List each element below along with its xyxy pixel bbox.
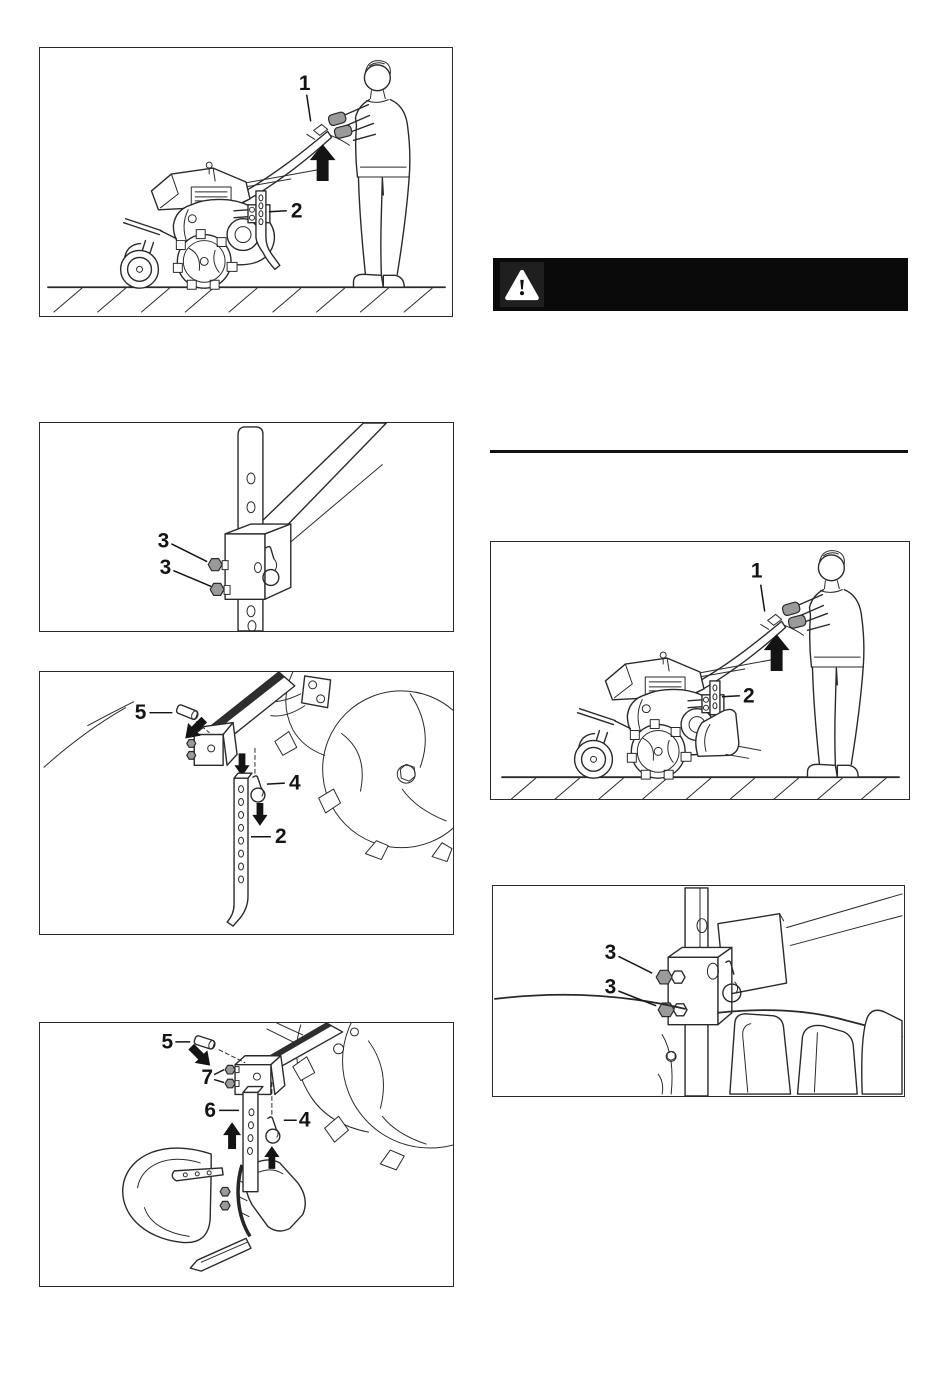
- callout-7: 7: [201, 1066, 214, 1090]
- figure-plow-clamp: [492, 885, 905, 1097]
- operator-tiller-scene: [502, 551, 899, 799]
- section-divider: [490, 450, 908, 453]
- callout-4: 4: [298, 1108, 311, 1132]
- callout-6: 6: [204, 1098, 216, 1122]
- clamp-bolt-upper: [208, 559, 228, 571]
- figure-plow-installation: [39, 1022, 454, 1287]
- figure-lift-with-plow: [490, 541, 910, 800]
- callout-2-leader: [722, 696, 740, 697]
- clamp-bolt-lower: [210, 583, 230, 595]
- callout-5: 5: [134, 701, 147, 725]
- figure-lift-with-depth-stake: [39, 47, 453, 317]
- figure-depth-stake-clamp: [39, 422, 454, 632]
- callout-1: 1: [298, 72, 311, 96]
- retaining-clip: [251, 776, 265, 802]
- callout-3-lower: 3: [604, 975, 617, 999]
- callout-2: 2: [275, 825, 287, 849]
- callout-1: 1: [750, 559, 763, 583]
- clamp-block: [225, 524, 291, 599]
- callout-2: 2: [742, 684, 755, 708]
- plow-body: [123, 1148, 306, 1271]
- warning-triangle-icon: [500, 262, 544, 307]
- depth-stake: [227, 773, 252, 926]
- callout-5: 5: [161, 1030, 174, 1054]
- mount-arm: [225, 1023, 342, 1094]
- raise-mast-arrow-icon: [223, 1122, 241, 1149]
- callout-2: 2: [290, 199, 303, 223]
- callout-3-leaders: [171, 544, 211, 587]
- callout-4: 4: [288, 771, 301, 795]
- locking-pin: [176, 704, 200, 720]
- retaining-clip: [266, 1117, 280, 1143]
- strut: [257, 423, 386, 536]
- remove-clip-arrow-icon: [252, 803, 267, 826]
- figure-depth-stake-removal: [39, 671, 454, 935]
- callout-2-leader: [269, 211, 287, 212]
- warning-banner: [493, 258, 908, 311]
- callout-3-upper: 3: [157, 529, 170, 553]
- operator-tiller-scene: [48, 61, 445, 312]
- callout-3-lower: 3: [159, 556, 172, 580]
- callout-3-upper: 3: [604, 940, 617, 964]
